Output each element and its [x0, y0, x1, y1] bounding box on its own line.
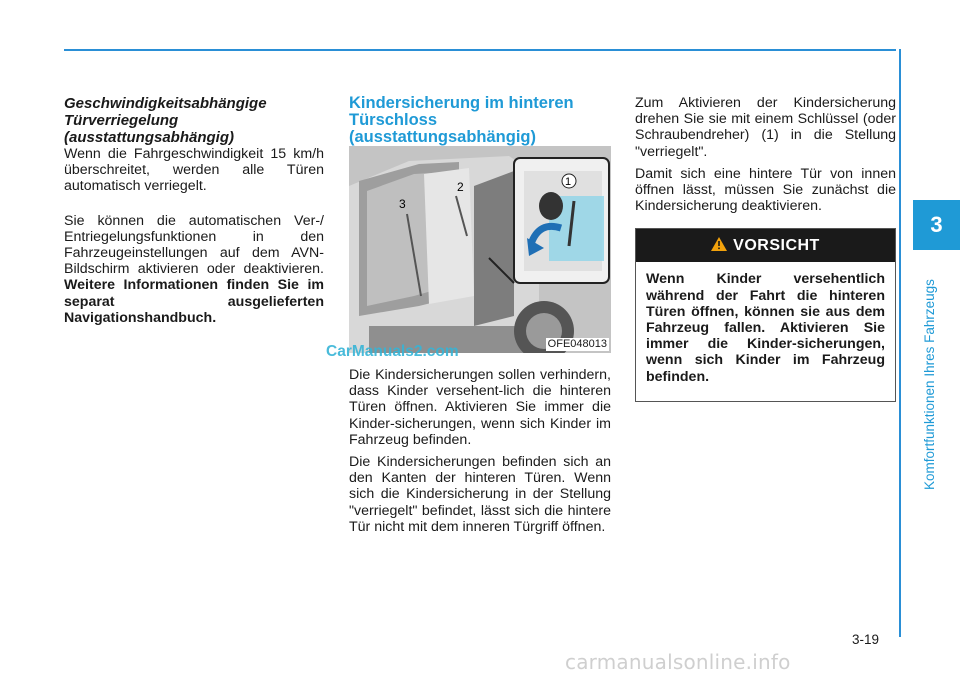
column-1	[64, 95, 324, 326]
heading-speed-lock: Geschwindigkeitsabhängige Türverriegelung (ausstattungsabhängig)	[64, 95, 267, 146]
footer-watermark: carmanualsonline.info	[565, 650, 791, 674]
avn-paragraph	[64, 213, 324, 326]
column-3	[635, 95, 896, 402]
figure-label-1: 1	[565, 176, 572, 188]
avn-bold-text: Weitere Informationen finden Sie im separat ausgelieferten Navigationshandbuch.	[64, 277, 324, 326]
chapter-title: Komfortfunktionen Ihres Fahrzeugs	[922, 279, 937, 490]
caution-header	[636, 229, 895, 262]
chapter-tab: 3	[913, 200, 960, 250]
column-2	[349, 95, 611, 535]
figure-label-2: 2	[457, 180, 464, 194]
heading-child-lock: Kindersicherung im hinteren Türschloss (ausstattungsabhängig)	[349, 94, 574, 146]
caution-title: VORSICHT	[733, 236, 820, 254]
child-lock-paragraph-2: Die Kindersicherungen befinden sich an den Kanten der hinteren Türen. Wenn sich die Kindersicherung in der Stellung "verriegelt" befindet, lässt sich die hintere Tür nicht mit dem inneren Türgriff öffnen.	[349, 454, 611, 535]
top-rule	[64, 49, 896, 51]
caution-box	[635, 228, 896, 402]
figure-code: OFE048013	[547, 338, 607, 350]
child-lock-figure	[349, 146, 611, 353]
watermark: CarManuals2.com	[326, 343, 459, 360]
car-door-illustration	[349, 146, 611, 353]
page-number: 3-19	[852, 632, 880, 647]
deactivate-paragraph: Damit sich eine hintere Tür von innen öffnen lässt, müssen Sie zunächst die Kindersicherung deaktivieren.	[635, 165, 896, 215]
speed-lock-paragraph: Wenn die Fahrgeschwindigkeit 15 km/h überschreitet, werden alle Türen automatisch verriegelt.	[64, 146, 324, 195]
caution-text: Wenn Kinder versehentlich während der Fahrt die hinteren Türen öffnen, können sie aus dem Fahrzeug fallen. Aktivieren Sie immer die Kinder-sicherungen, wenn sich Kinder im Fahrzeug befinden.	[646, 271, 885, 385]
activate-paragraph: Zum Aktivieren der Kindersicherung drehen Sie sie mit einem Schlüssel (oder Schraubendreher) (1) in die Stellung "verriegelt".	[635, 95, 896, 160]
warning-triangle-icon	[711, 237, 727, 255]
figure-label-3: 3	[399, 197, 406, 211]
avn-text: Sie können die automatischen Ver-/ Entriegelungsfunktionen in den Fahrzeugeinstellungen auf dem AVN-Bildschirm aktivieren oder deaktivieren.	[64, 212, 324, 278]
side-rule	[899, 49, 901, 637]
child-lock-paragraph-1: Die Kindersicherungen sollen verhindern, dass Kinder versehent-lich die hinteren Türen öffnen. Aktivieren Sie immer die Kinder-sicherungen, wenn sich Kinder im Fahrzeug befinden.	[349, 367, 611, 448]
